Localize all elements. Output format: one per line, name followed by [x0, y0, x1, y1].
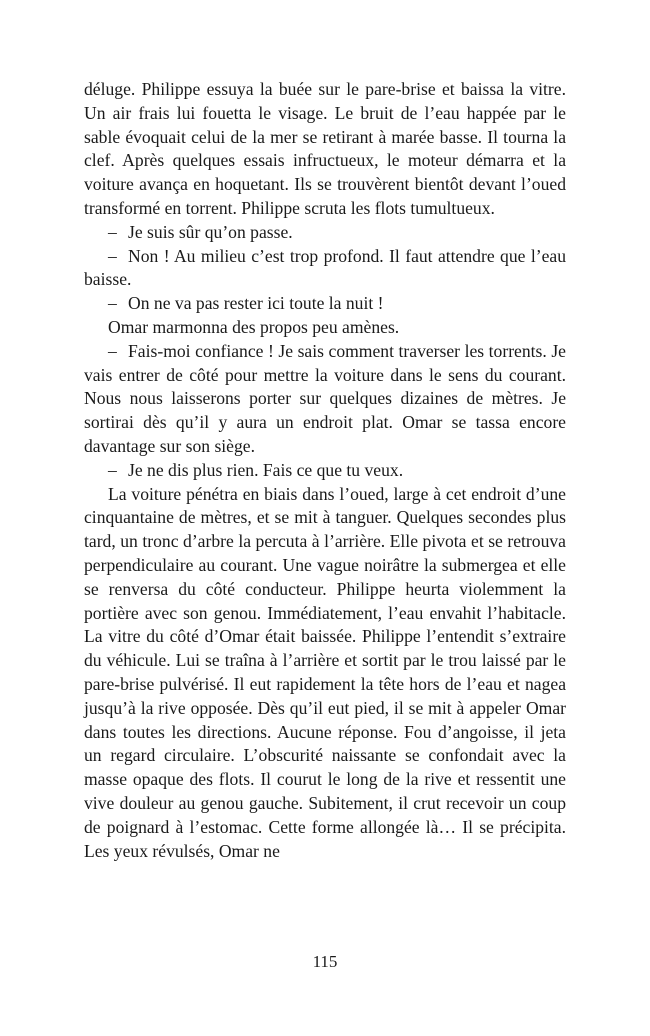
- dialogue-text: Fais-moi confiance ! Je sais comment traverser les torrents. Je vais entrer de côté pour mettre la voiture dans le sens du courant. Nous nous laisserons porter sur quelques dizaines de mètres. Je sortirai dès qu’il y aura un endroit plat. Omar se tassa encore davantage sur son siège.: [84, 340, 566, 456]
- dialogue-dash: –: [108, 459, 117, 480]
- narration-line: Omar marmonna des propos peu amènes.: [108, 316, 400, 337]
- narration-paragraph: La voiture pénétra en biais dans l’oued, large à cet endroit d’une cinquantaine de mètres, et se mit à tanguer. Quelques secondes plus tard, un tronc d’arbre la percuta à l’arrière. Elle pivota et se retrouva perpendiculaire au courant. Une vague noirâtre la submergea et elle se renversa du côté conducteur. Philippe heurta violemment la portière avec son genou. Immédiatement, l’eau envahit l’habitacle. La vitre du côté d’Omar était baissée. Philippe l’entendit s’extraire du véhicule. Lui se traîna à l’arrière et sortit par le trou laissé par le pare-brise pulvérisé. Il eut rapidement la tête hors de l’eau et nagea jusqu’à la rive opposée. Dès qu’il eut pied, il se mit à appeler Omar dans toutes les directions. Aucune réponse. Fou d’angoisse, il jeta un regard circulaire. L’obscurité naissante se confondait avec la masse opaque des flots. Il courut le long de la rive et ressentit une vive douleur au genou gauche. Subitement, il crut recevoir un coup de poignard à l’estomac. Cette forme allongée là… Il se précipita. Les yeux révulsés, Omar ne: [84, 483, 566, 861]
- dialogue-text: Non ! Au milieu c’est trop profond. Il faut attendre que l’eau baisse.: [84, 245, 566, 290]
- dialogue-text: On ne va pas rester ici toute la nuit !: [128, 293, 384, 314]
- body-text: [84, 78, 566, 863]
- dialogue-line: [84, 221, 566, 245]
- dialogue-text: Je ne dis plus rien. Fais ce que tu veux.: [128, 459, 404, 480]
- dialogue-dash: –: [108, 245, 117, 266]
- dialogue-dash: –: [108, 340, 117, 361]
- dialogue-line: [84, 245, 566, 293]
- dialogue-line: [84, 459, 566, 483]
- dialogue-dash: –: [108, 293, 117, 314]
- dialogue-dash: –: [108, 221, 117, 242]
- dialogue-line: [84, 340, 566, 459]
- dialogue-text: Je suis sûr qu’on passe.: [128, 221, 293, 242]
- page-number: 115: [312, 952, 338, 971]
- paragraph-continuation: déluge. Philippe essuya la buée sur le pare-brise et baissa la vitre. Un air frais lui fouetta le visage. Le bruit de l’eau happée par le sable évoquait celui de la mer se retirant à marée basse. Il tourna la clef. Après quelques essais infructueux, le moteur démarra et la voiture avança en hoquetant. Ils se trouvèrent bientôt devant l’oued transformé en torrent. Philippe scruta les flots tumultueux.: [84, 79, 566, 218]
- dialogue-line: [84, 292, 566, 316]
